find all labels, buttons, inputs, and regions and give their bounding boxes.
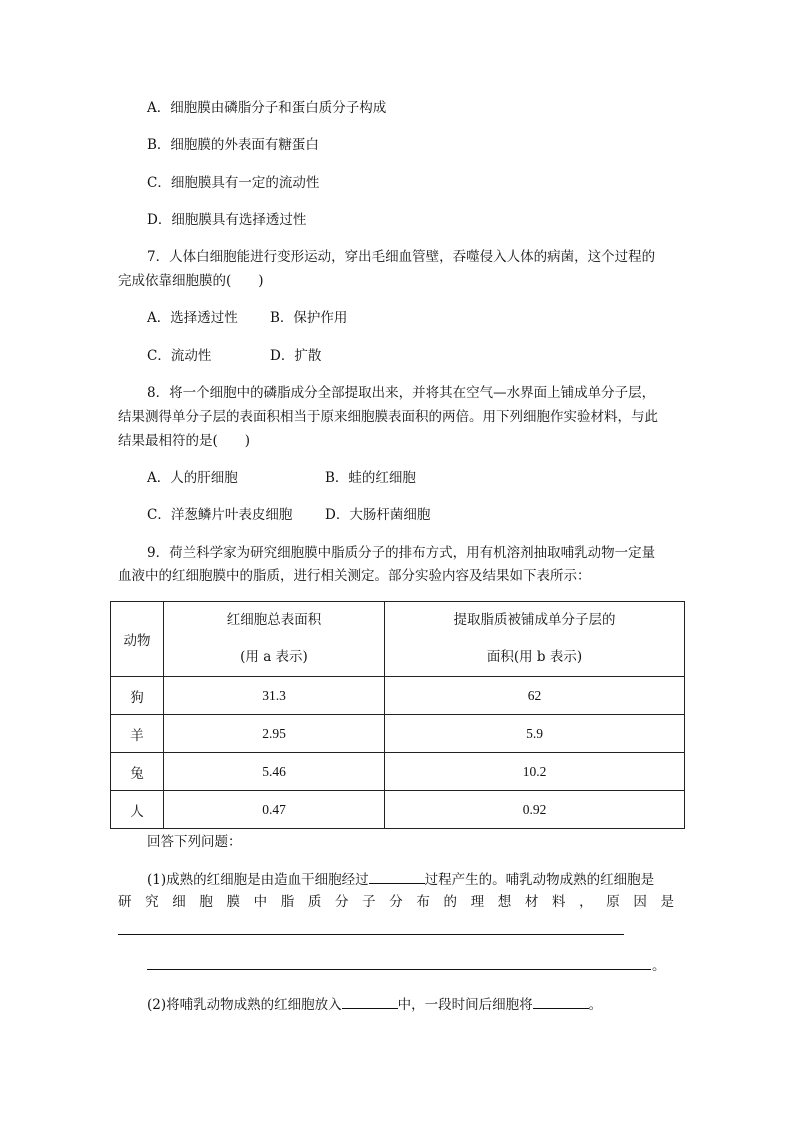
q9-part1-char: 分 — [335, 894, 349, 910]
q9-part1-char: 分 — [389, 894, 403, 910]
q9-part1-char: 子 — [362, 894, 376, 910]
q7-stem-line1: 7．人体白细胞能进行变形运动，穿出毛细血管壁，吞噬侵入人体的病菌，这个过程的 — [147, 249, 656, 265]
cell-b: 0.92 — [385, 791, 685, 829]
q7-option-d: D．扩散 — [270, 348, 322, 364]
cell-b: 10.2 — [385, 753, 685, 791]
q9-part1-char: 想 — [497, 894, 512, 910]
q6-option-a: A．细胞膜由磷脂分子和蛋白质分子构成 — [147, 100, 387, 116]
header-monolayer-area-line1: 提取脂质被铺成单分子层的 — [453, 612, 616, 628]
table-row — [111, 677, 685, 715]
answer-blank-2[interactable] — [342, 994, 398, 1009]
q9-stem-line1: 9．荷兰科学家为研究细胞膜中脂质分子的排布方式，用有机溶剂抽取哺乳动物一定量 — [147, 545, 656, 561]
cell-animal: 人 — [111, 791, 164, 829]
table-row — [111, 753, 685, 791]
q7-option-c: C．流动性 — [147, 348, 212, 364]
header-total-area-line2: (用 a 表示) — [240, 649, 308, 665]
q9-part1-char: 细 — [172, 894, 186, 910]
cell-animal: 狗 — [111, 677, 164, 715]
q6-option-c: C．细胞膜具有一定的流动性 — [147, 175, 320, 191]
q9-part2-text-b: 中，一段时间后细胞将 — [397, 997, 533, 1013]
q9-part2-end: 。 — [588, 997, 603, 1013]
q8-option-b: B．蛙的红细胞 — [325, 470, 416, 486]
header-total-area — [164, 602, 385, 677]
header-monolayer-area — [385, 602, 685, 677]
data-table — [110, 601, 685, 829]
q8-stem-line2: 结果测得单分子层的表面积相当于原来细胞膜表面积的两倍。用下列细胞作实验材料，与此 — [118, 409, 658, 425]
q9-part1-char: 究 — [145, 894, 159, 910]
q9-part1-text-b: 过程产生的。哺乳动物成熟的红细胞是 — [424, 872, 655, 888]
q9-part1-char: 胞 — [199, 894, 213, 910]
cell-a: 5.46 — [164, 753, 385, 791]
cell-b: 5.9 — [385, 715, 685, 753]
answer-blank-1[interactable] — [369, 869, 425, 884]
q9-part1-char: 脂 — [280, 894, 295, 910]
q9-part1-char: 原 — [606, 894, 620, 910]
cell-b: 62 — [385, 677, 685, 715]
q9-part1-line2 — [118, 892, 674, 912]
q8-option-c: C．洋葱鳞片叶表皮细胞 — [147, 507, 293, 523]
cell-animal: 兔 — [111, 753, 164, 791]
q7-stem-line2: 完成依靠细胞膜的( ) — [118, 273, 264, 289]
header-total-area-line1: 红细胞总表面积 — [226, 612, 322, 628]
q9-part1-char: 料 — [552, 894, 566, 910]
header-monolayer-area-line2: 面积(用 b 表示) — [486, 649, 583, 665]
q9-part1-char: 膜 — [226, 894, 240, 910]
answer-line-1[interactable] — [118, 934, 624, 935]
table-row — [111, 791, 685, 829]
q9-part1-char: 研 — [118, 894, 132, 910]
q9-part1-char: 因 — [633, 894, 647, 910]
q9-part1-text-a: (1)成熟的红细胞是由造血干细胞经过 — [147, 872, 369, 888]
table-row — [111, 715, 685, 753]
cell-animal: 羊 — [111, 715, 164, 753]
q9-part1-end: 。 — [652, 958, 666, 974]
q9-part1-char: 布 — [416, 894, 430, 910]
q8-option-d: D．大肠杆菌细胞 — [325, 507, 431, 523]
q9-part1-char: ， — [579, 894, 593, 910]
q9-part2-line — [147, 994, 602, 1015]
q9-part1-char: 质 — [307, 894, 322, 910]
q8-stem-line1: 8．将一个细胞中的磷脂成分全部提取出来，并将其在空气—水界面上铺成单分子层， — [147, 385, 656, 401]
cell-a: 0.47 — [164, 791, 385, 829]
answer-line-2[interactable] — [147, 969, 651, 970]
q9-part1-char: 是 — [660, 894, 674, 910]
q9-part1-char: 材 — [524, 894, 539, 910]
answer-blank-3[interactable] — [533, 994, 589, 1009]
q8-option-a: A．人的肝细胞 — [147, 470, 238, 486]
q7-option-b: B．保护作用 — [270, 310, 348, 326]
table-header-row — [111, 602, 685, 677]
q6-option-b: B．细胞膜的外表面有糖蛋白 — [147, 137, 319, 153]
q7-option-a: A．选择透过性 — [147, 310, 238, 326]
q9-part1-char: 的 — [443, 894, 457, 910]
cell-a: 2.95 — [164, 715, 385, 753]
header-animal: 动物 — [111, 602, 164, 677]
q9-part1-char: 中 — [253, 894, 268, 910]
q9-part1-line1 — [147, 869, 654, 890]
q9-answer-prompt: 回答下列问题： — [147, 834, 242, 850]
q9-part2-text-a: (2)将哺乳动物成熟的红细胞放入 — [147, 997, 342, 1013]
cell-a: 31.3 — [164, 677, 385, 715]
q8-stem-line3: 结果最相符的是( ) — [118, 433, 251, 449]
q6-option-d: D．细胞膜具有选择透过性 — [147, 212, 307, 228]
q9-part1-char: 理 — [470, 894, 485, 910]
q9-stem-line2: 血液中的红细胞膜中的脂质，进行相关测定。部分实验内容及结果如下表所示： — [118, 568, 591, 584]
